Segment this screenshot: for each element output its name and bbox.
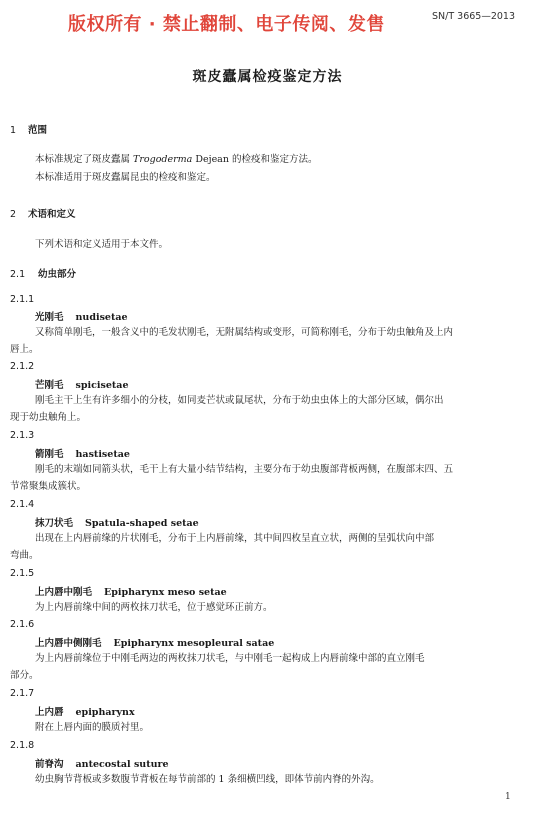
term-definition-line: 弯曲。	[10, 550, 39, 561]
genus-name: Trogoderma	[133, 154, 193, 165]
term-heading	[35, 635, 274, 649]
term-zh: 前脊沟	[35, 759, 64, 770]
term-en: epipharynx	[75, 707, 135, 718]
term-zh: 上内唇中侧刚毛	[35, 638, 102, 649]
term-en: Epipharynx mesopleural satae	[113, 638, 275, 649]
document-title: 斑皮蠹属检疫鉴定方法	[192, 69, 343, 85]
section-1-paragraph-1	[35, 151, 318, 168]
term-zh: 上内唇中刚毛	[35, 587, 93, 598]
term-number: 2.1.1	[10, 294, 35, 305]
term-heading	[35, 377, 129, 391]
section-2-paragraph-1: 下列术语和定义适用于本文件。	[35, 239, 169, 250]
term-definition-line: 部分。	[10, 670, 39, 681]
term-en: Spatula-shaped setae	[85, 518, 199, 529]
term-number: 2.1.6	[10, 619, 35, 630]
term-heading	[35, 584, 227, 598]
term-definition-line: 出现在上内唇前缘的片状刚毛，分布于上内唇前缘，其中间四枚呈直立状，两侧的呈弧状向中部	[35, 533, 435, 544]
term-heading	[35, 515, 199, 529]
term-zh: 芒刚毛	[35, 380, 64, 391]
term-definition-line: 刚毛的末端如同箭头状，毛干上有大量小结节结构，主要分布于幼虫腹部背板两侧，在腹部末四、五	[35, 464, 454, 475]
term-heading	[35, 756, 169, 770]
term-en: Epipharynx meso setae	[104, 587, 227, 598]
term-en: nudisetae	[75, 312, 128, 323]
term-number: 2.1.2	[10, 361, 35, 372]
s1-p1-pre: 本标准规定了斑皮蠹属	[35, 154, 134, 165]
term-number: 2.1.4	[10, 499, 35, 510]
standard-number: SN/T 3665—2013	[432, 11, 516, 22]
term-definition-line: 为上内唇前缘中间的两枚抹刀状毛，位于感觉环正前方。	[35, 602, 273, 613]
term-definition-line: 附在上唇内面的膜质衬里。	[35, 722, 150, 733]
term-definition-line: 为上内唇前缘位于中刚毛两边的两枚抹刀状毛，与中刚毛一起构成上内唇前缘中部的直立刚毛	[35, 653, 425, 664]
section-1-paragraph-2: 本标准适用于斑皮蠹属昆虫的检疫和鉴定。	[35, 172, 216, 183]
term-definition-line: 现于幼虫触角上。	[10, 412, 87, 423]
term-heading	[35, 704, 135, 718]
term-zh: 抹刀状毛	[35, 518, 74, 529]
section-2-1-title: 幼虫部分	[38, 269, 77, 280]
section-2-number: 2	[10, 209, 17, 220]
term-number: 2.1.3	[10, 430, 35, 441]
section-2-heading	[10, 206, 76, 220]
section-1-title: 范围	[28, 125, 48, 136]
section-1-number: 1	[10, 125, 17, 136]
section-2-1-number: 2.1	[10, 269, 26, 280]
term-definition-line: 刚毛主干上生有许多细小的分枝，如同麦芒状或鼠尾状，分布于幼虫虫体上的大部分区域，偶尔出	[35, 395, 444, 406]
term-number: 2.1.5	[10, 568, 35, 579]
term-en: antecostal suture	[75, 759, 169, 770]
term-en: hastisetae	[75, 449, 130, 460]
section-2-1-heading	[10, 266, 76, 280]
term-heading	[35, 446, 130, 460]
term-definition-line: 唇上。	[10, 344, 39, 355]
term-zh: 光刚毛	[35, 312, 64, 323]
page-number: 1	[505, 792, 511, 802]
term-definition-line: 又称简单刚毛，一般含义中的毛发状刚毛，无附属结构或变形，可简称刚毛，分布于幼虫触角及上内	[35, 327, 454, 338]
term-number: 2.1.8	[10, 740, 35, 751]
watermark-text: 版权所有 · 禁止翻制、电子传阅、发售	[68, 14, 385, 35]
term-en: spicisetae	[75, 380, 129, 391]
term-number: 2.1.7	[10, 688, 35, 699]
term-definition-line: 节常聚集成簇状。	[10, 481, 87, 492]
term-zh: 上内唇	[35, 707, 64, 718]
s1-p1-post: Dejean 的检疫和鉴定方法。	[192, 154, 318, 165]
section-1-heading	[10, 122, 47, 136]
section-2-title: 术语和定义	[28, 209, 76, 220]
term-definition-line: 幼虫胸节背板或多数腹节背板在每节前部的 1 条细横凹线，即体节前内脊的外沟。	[35, 774, 380, 785]
term-heading	[35, 309, 128, 323]
term-zh: 箭刚毛	[35, 449, 64, 460]
